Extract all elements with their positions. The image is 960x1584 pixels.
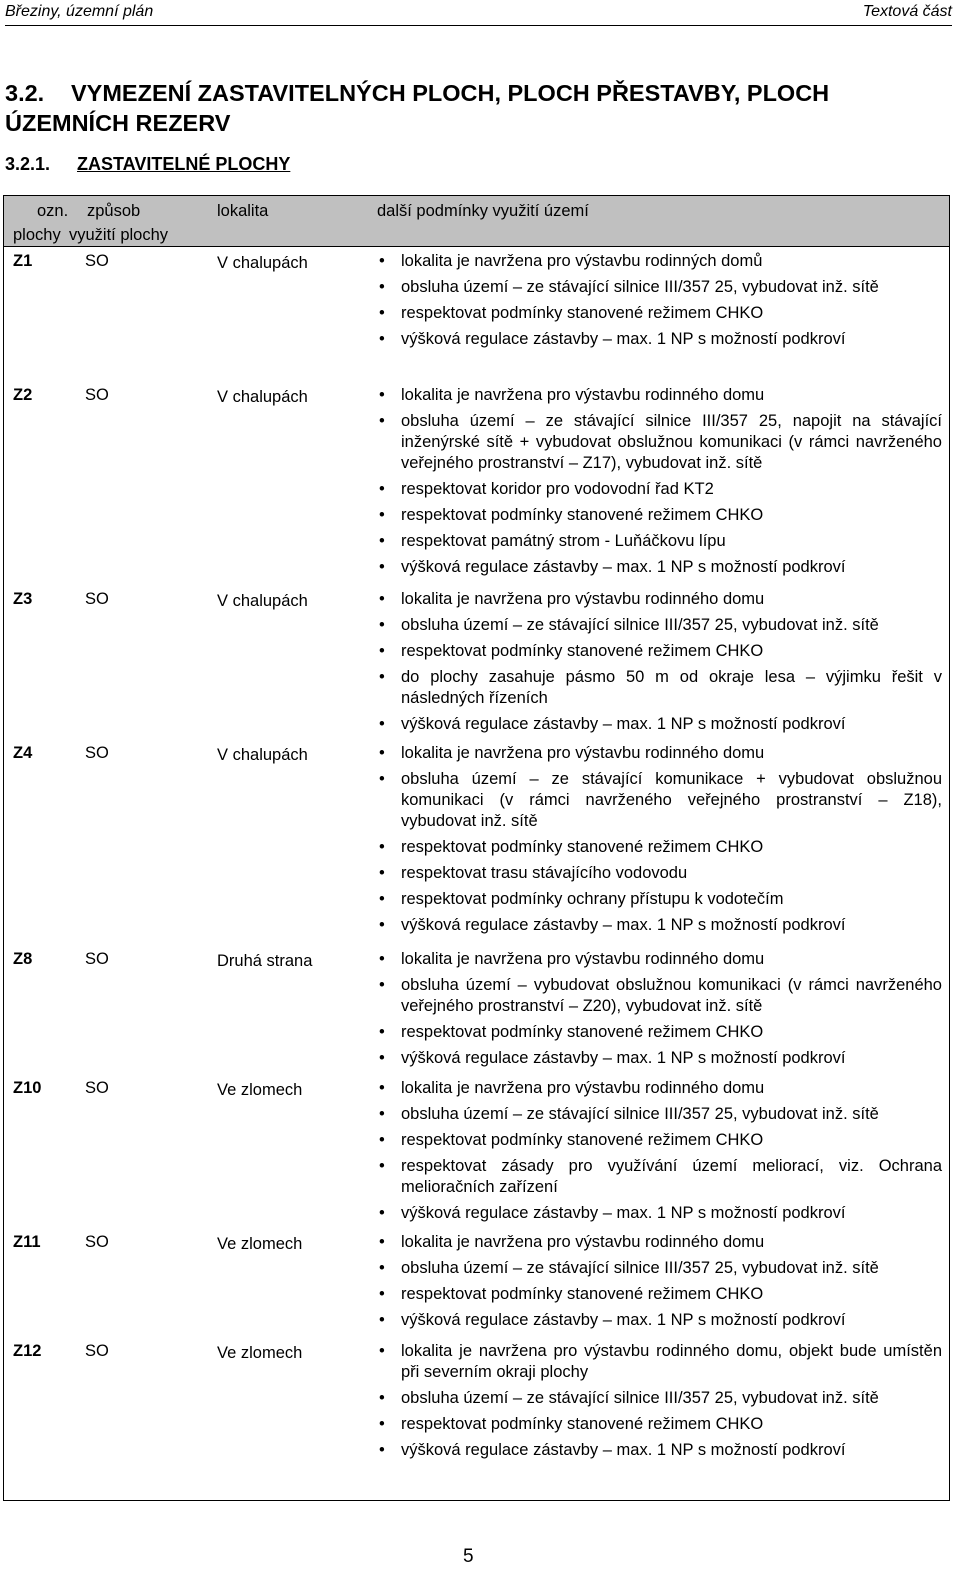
row-conditions-list (379, 949, 942, 1074)
condition-item: • respektovat podmínky stanovené režimem CHKO (379, 1284, 942, 1305)
row-lokalita: Ve zlomech (217, 1081, 303, 1099)
row-zpusob-vyuziti: SO (85, 950, 109, 968)
condition-item: • respektovat podmínky stanovené režimem CHKO (379, 641, 942, 662)
row-ozn: Z1 (13, 252, 33, 270)
row-ozn: Z12 (13, 1342, 42, 1360)
condition-item: • respektovat podmínky stanovené režimem CHKO (379, 303, 942, 324)
row-lokalita: V chalupách (217, 746, 308, 764)
section-heading-title: VYMEZENÍ ZASTAVITELNÝCH PLOCH, PLOCH PŘESTAVBY, PLOCH ÚZEMNÍCH REZERV (5, 80, 830, 136)
row-zpusob-vyuziti: SO (85, 1233, 109, 1251)
zastavitelne-plochy-table (3, 195, 950, 1501)
page-number: 5 (463, 1546, 474, 1567)
row-conditions-list (379, 1078, 942, 1229)
condition-item: • výšková regulace zástavby – max. 1 NP s možností podkroví (379, 557, 942, 578)
condition-item: • lokalita je navržena pro výstavbu rodinných domů (379, 251, 942, 272)
condition-item: • výšková regulace zástavby – max. 1 NP s možností podkroví (379, 329, 942, 350)
condition-item: • respektovat podmínky stanovené režimem CHKO (379, 1022, 942, 1043)
row-lokalita: Ve zlomech (217, 1235, 303, 1253)
condition-item: • obsluha území – ze stávající silnice III/357 25, vybudovat inž. sítě (379, 615, 942, 636)
row-lokalita: V chalupách (217, 592, 308, 610)
condition-item: • respektovat podmínky stanovené režimem CHKO (379, 1414, 942, 1435)
row-zpusob-vyuziti: SO (85, 252, 109, 270)
condition-item: • lokalita je navržena pro výstavbu rodinného domu (379, 385, 942, 406)
condition-item: • lokalita je navržena pro výstavbu rodinného domu (379, 743, 942, 764)
row-ozn: Z10 (13, 1079, 42, 1097)
condition-item: • respektovat trasu stávajícího vodovodu (379, 863, 942, 884)
section-heading (5, 78, 950, 138)
condition-item: • výšková regulace zástavby – max. 1 NP s možností podkroví (379, 714, 942, 735)
row-conditions-list (379, 385, 942, 583)
condition-item: • obsluha území – ze stávající silnice III/357 25, vybudovat inž. sítě (379, 1104, 942, 1125)
row-ozn: Z3 (13, 590, 33, 608)
header-lokalita: lokalita (217, 202, 269, 220)
row-zpusob-vyuziti: SO (85, 1342, 109, 1360)
row-conditions-list (379, 743, 942, 941)
header-ozn-line1: ozn. (37, 202, 69, 220)
condition-item: • výšková regulace zástavby – max. 1 NP s možností podkroví (379, 1203, 942, 1224)
condition-item: • respektovat zásady pro využívání území meliorací, viz. Ochrana melioračních zařízení (379, 1156, 942, 1198)
header-document-title: Březiny, územní plán (5, 3, 154, 20)
condition-item: • obsluha území – ze stávající silnice III/357 25, vybudovat inž. sítě (379, 1258, 942, 1279)
page-header (5, 2, 952, 26)
header-podminky: další podmínky využití území (377, 202, 589, 220)
subsection-heading-title: ZASTAVITELNÉ PLOCHY (77, 154, 291, 174)
condition-item: • výšková regulace zástavby – max. 1 NP s možností podkroví (379, 1048, 942, 1069)
condition-item: • lokalita je navržena pro výstavbu rodinného domu, objekt bude umístěn při severním okraji plochy (379, 1341, 942, 1383)
condition-item: • respektovat podmínky stanovené režimem CHKO (379, 1130, 942, 1151)
row-conditions-list (379, 1232, 942, 1336)
condition-item: • do plochy zasahuje pásmo 50 m od okraje lesa – výjimku řešit v následných řízeních (379, 667, 942, 709)
condition-item: • respektovat památný strom - Luňáčkovu lípu (379, 531, 942, 552)
row-ozn: Z11 (13, 1233, 41, 1251)
row-conditions-list (379, 251, 942, 355)
condition-item: • lokalita je navržena pro výstavbu rodinného domu (379, 1232, 942, 1253)
row-zpusob-vyuziti: SO (85, 744, 109, 762)
table-header-row (4, 196, 949, 247)
condition-item: • respektovat podmínky stanovené režimem CHKO (379, 505, 942, 526)
condition-item: • výšková regulace zástavby – max. 1 NP s možností podkroví (379, 1310, 942, 1331)
row-ozn: Z2 (13, 386, 33, 404)
row-lokalita: V chalupách (217, 254, 308, 272)
row-zpusob-vyuziti: SO (85, 590, 109, 608)
row-lokalita: V chalupách (217, 388, 308, 406)
condition-item: • respektovat podmínky stanovené režimem CHKO (379, 837, 942, 858)
subsection-heading-number: 3.2.1. (5, 154, 51, 174)
condition-item: • obsluha území – ze stávající silnice III/357 25, vybudovat inž. sítě (379, 277, 942, 298)
condition-item: • obsluha území – ze stávající silnice III/357 25, napojit na stávající inženýrské sítě + vybudovat obslužnou komunikaci (v rámci navrženého veřejného prostranství – Z17), vybudovat inž. sítě (379, 411, 942, 474)
row-ozn: Z8 (13, 950, 33, 968)
header-ozn-line2: plochy (13, 226, 61, 244)
condition-item: • obsluha území – vybudovat obslužnou komunikaci (v rámci navrženého veřejného prostranství – Z20), vybudovat inž. sítě (379, 975, 942, 1017)
condition-item: • lokalita je navržena pro výstavbu rodinného domu (379, 1078, 942, 1099)
condition-item: • lokalita je navržena pro výstavbu rodinného domu (379, 949, 942, 970)
row-conditions-list (379, 589, 942, 740)
condition-item: • lokalita je navržena pro výstavbu rodinného domu (379, 589, 942, 610)
header-zp-line1: způsob (87, 202, 141, 220)
header-zp-line2: využití plochy (69, 226, 169, 244)
condition-item: • výšková regulace zástavby – max. 1 NP s možností podkroví (379, 1440, 942, 1461)
row-ozn: Z4 (13, 744, 33, 762)
row-zpusob-vyuziti: SO (85, 1079, 109, 1097)
subsection-heading (5, 154, 290, 175)
row-lokalita: Ve zlomech (217, 1344, 303, 1362)
condition-item: • výšková regulace zástavby – max. 1 NP s možností podkroví (379, 915, 942, 936)
condition-item: • respektovat podmínky ochrany přístupu k vodotečím (379, 889, 942, 910)
condition-item: • respektovat koridor pro vodovodní řad KT2 (379, 479, 942, 500)
row-lokalita: Druhá strana (217, 952, 313, 970)
section-heading-number: 3.2. (5, 80, 45, 106)
condition-item: • obsluha území – ze stávající komunikace + vybudovat obslužnou komunikaci (v rámci navrženého veřejného prostranství – Z18), vybudovat inž. sítě (379, 769, 942, 832)
row-zpusob-vyuziti: SO (85, 386, 109, 404)
condition-item: • obsluha území – ze stávající silnice III/357 25, vybudovat inž. sítě (379, 1388, 942, 1409)
header-section-label: Textová část (862, 3, 952, 20)
row-conditions-list (379, 1341, 942, 1466)
